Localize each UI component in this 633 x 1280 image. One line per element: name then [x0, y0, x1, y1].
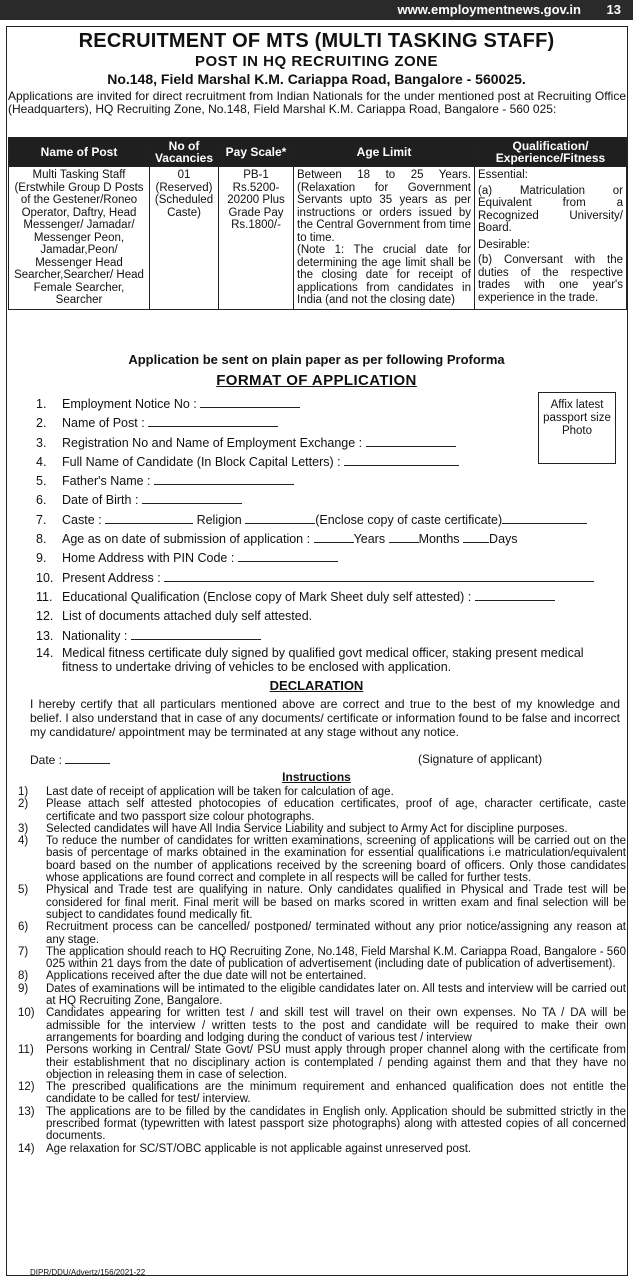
months-label: Months [418, 532, 460, 547]
item-label: Employment Notice No : [62, 397, 197, 411]
blank-line [366, 435, 456, 447]
application-format [36, 395, 616, 674]
years-label: Years [353, 532, 386, 547]
cell-post: Multi Tasking Staff (Erstwhile Group D Posts of the Gestener/Roneo Operator, Daftry, Head Messenger/ Jamadar/ Messenger Peon, Jamadar,Peon/ Messenger Head Searcher,Searcher/ Head Female Searcher, Searcher [9, 167, 150, 310]
item-label: Home Address with PIN Code : [62, 551, 235, 566]
item-label: Father's Name : [62, 474, 151, 489]
item-label: Registration No and Name of Employment Exchange : [62, 435, 363, 450]
item-number: 11) [18, 1044, 34, 1057]
essential-text: (a) Matriculation or Equivalent from a Recognized University/ Board. [478, 184, 623, 234]
item-text: Applications received after the due date will not be entertained. [46, 970, 367, 983]
date-text: Date : [30, 753, 63, 767]
list-item [36, 453, 616, 472]
blank-line [154, 473, 294, 485]
item-label: Caste : [62, 512, 102, 527]
col-header-qualification: Qualification/ Experience/Fitness [475, 138, 627, 167]
date-label [30, 752, 110, 767]
page-title: RECRUITMENT OF MTS (MULTI TASKING STAFF) [78, 30, 555, 52]
list-item [18, 983, 626, 1008]
blank-line [238, 550, 338, 562]
list-item [36, 607, 616, 626]
desirable-label: Desirable: [478, 238, 530, 251]
item-number: 9. [36, 551, 47, 566]
col-header-pay: Pay Scale* [219, 138, 294, 167]
item-number: 4) [18, 835, 29, 848]
blank-line [314, 531, 354, 543]
item-number: 3. [36, 435, 47, 450]
list-item [18, 1081, 626, 1106]
item-number: 4. [36, 454, 47, 469]
item-label: Date of Birth : [62, 493, 139, 508]
list-item [18, 798, 626, 823]
office-address: No.148, Field Marshal K.M. Cariappa Road, Bangalore - 560025. [107, 71, 526, 87]
list-item [18, 1106, 626, 1143]
list-item [36, 569, 616, 588]
item-label: Full Name of Candidate (In Block Capital Letters) : [62, 454, 341, 469]
intro-paragraph: Applications are invited for direct recruitment from Indian Nationals for the under mentioned post at Recruiting Office (Headquarters), HQ Recruiting Zone, No.148, Field Marshal K.M. Cariappa Road, Bangalore - 560 025: [8, 89, 626, 116]
instructions-list [18, 786, 626, 1155]
list-item [36, 395, 616, 414]
list-item [18, 921, 626, 946]
item-number: 14) [18, 1142, 35, 1155]
format-title: FORMAT OF APPLICATION [216, 372, 417, 389]
item-number: 7) [18, 945, 29, 958]
item-text: To reduce the number of candidates for written examinations, screening of applications will be carried out on the basis of percentage of marks obtained in the examination for essential qualifications i.e matriculation/equivalent board based on the number of applications received by the screening board of officers. Only those candidates whose applications are found correct and complete in all respects will be called for further tests. [46, 835, 626, 885]
item-label: Present Address : [62, 570, 161, 585]
item-number: 8. [36, 532, 47, 547]
blank-line [475, 589, 555, 601]
item-text: Please attach self attested photocopies of education certificates, proof of age, character certificate, caste certificate and two passport size colour photographs. [46, 798, 626, 823]
list-item [18, 1143, 626, 1155]
item-number: 6. [36, 493, 47, 508]
item-number: 2) [18, 798, 29, 811]
declaration-text: I hereby certify that all particulars mentioned above are correct and true to the best of my knowledge and belief. I also understand that in case of any documents/ certificate or information found to be false and incorrect my candidature/ appointment may be terminated at any stage without any notice. [30, 697, 620, 739]
essential-label: Essential: [478, 169, 528, 181]
item-number: 10) [18, 1007, 35, 1020]
item-label: List of documents attached duly self attested. [62, 609, 313, 624]
item-label: Educational Qualification (Enclose copy of Mark Sheet duly self attested) : [62, 589, 472, 604]
age-limit-text: Between 18 to 25 Years. (Relaxation for Government Servants upto 35 years as per instructions or orders issued by the Central Government from time to time. [297, 169, 471, 244]
desirable-text: (b) Conversant with the duties of the respective trades with one year's experience in the trade. [478, 254, 623, 304]
instructions-title: Instructions [282, 770, 351, 784]
reference-code: DIPR/DDU/Advertz/156/2021-22 [30, 1268, 146, 1277]
blank-line [105, 512, 193, 524]
item-number: 14. [36, 645, 54, 660]
item-text: Recruitment process can be cancelled/ postponed/ terminated without any prior notice/assigning any reason at any stage. [46, 921, 626, 946]
list-item [18, 823, 626, 835]
blank-line [389, 531, 419, 543]
blank-line [164, 570, 594, 582]
photo-box: Affix latest passport size Photo [538, 392, 616, 464]
col-header-post: Name of Post [9, 138, 150, 167]
religion-label: Religion [196, 512, 242, 527]
item-text: Persons working in Central/ State Govt/ PSU must apply through proper channel along with the certificate from their establishment that no disciplinary action is contemplated / pending against them and that they have no objection in releasing them in case of selection. [46, 1044, 626, 1081]
list-item [36, 627, 616, 646]
list-item [36, 549, 616, 568]
list-item [36, 434, 616, 453]
item-text: Last date of receipt of application will be taken for calculation of age. [46, 786, 394, 798]
age-limit-note: (Note 1: The crucial date for determining the age limit shall be the closing date for receipt of applications from candidates in India (and not the closing date) [297, 244, 471, 306]
item-label: Medical fitness certificate duly signed by qualified govt medical officer, staking present medical fitness to undertake driving of vehicles to be enclosed with application. [62, 645, 584, 674]
list-item [18, 970, 626, 982]
item-number: 5) [18, 884, 29, 897]
blank-line [463, 531, 489, 543]
list-item [18, 884, 626, 921]
list-item [36, 414, 616, 433]
blank-line [502, 512, 587, 524]
days-label: Days [489, 532, 518, 547]
caste-note: (Enclose copy of caste certificate) [315, 512, 503, 527]
item-label: Age as on date of submission of application : [62, 532, 311, 547]
item-label: Nationality : [62, 628, 128, 643]
item-number: 6) [18, 921, 29, 934]
item-number: 10. [36, 570, 54, 585]
cell-qualification [475, 167, 627, 310]
list-item [36, 511, 616, 530]
list-item [18, 946, 626, 971]
list-item [36, 472, 616, 491]
list-item [36, 588, 616, 607]
list-item [36, 646, 616, 674]
list-item [36, 530, 616, 549]
item-text: The applications are to be filled by the candidates in English only. Application should be submitted strictly in the prescribed format (typewritten with latest passport size photographs) along with attested copies of all concerned documents. [46, 1105, 626, 1143]
item-number: 5. [36, 474, 47, 489]
item-number: 11. [36, 589, 53, 604]
page-header-bar [0, 0, 633, 20]
blank-line [148, 415, 278, 427]
item-number: 1. [36, 397, 47, 411]
proforma-note: Application be sent on plain paper as per following Proforma [128, 352, 505, 367]
item-number: 7. [36, 512, 47, 527]
blank-line [131, 628, 261, 640]
item-text: Selected candidates will have All India Service Liability and subject to Army Act for discipline purposes. [46, 822, 568, 835]
item-number: 13. [36, 628, 54, 643]
vacancy-table [8, 137, 627, 310]
list-item [18, 835, 626, 884]
blank-line [344, 454, 459, 466]
page-subtitle: POST IN HQ RECRUITING ZONE [194, 53, 438, 70]
cell-pay: PB-1 Rs.5200-20200 Plus Grade Pay Rs.1800/- [219, 167, 294, 310]
col-header-age: Age Limit [294, 138, 475, 167]
item-text: Age relaxation for SC/ST/OBC applicable is not applicable against unreserved post. [46, 1142, 472, 1155]
blank-line [245, 512, 315, 524]
table-row [9, 167, 627, 310]
item-number: 2. [36, 416, 47, 431]
signature-label: (Signature of applicant) [418, 752, 543, 766]
col-header-vacancies: No of Vacancies [150, 138, 219, 167]
item-number: 13) [18, 1105, 35, 1118]
cell-vacancies: 01 (Reserved) (Scheduled Caste) [150, 167, 219, 310]
item-number: 3) [18, 822, 29, 835]
list-item [36, 491, 616, 510]
item-text: The prescribed qualifications are the minimum requirement and enhanced qualification does not entitle the candidate to be called for test/ interview. [46, 1081, 626, 1106]
item-number: 9) [18, 982, 29, 995]
list-item [18, 1007, 626, 1044]
blank-line [65, 752, 110, 764]
item-label: Name of Post : [62, 416, 145, 431]
list-item [18, 1044, 626, 1081]
declaration-title: DECLARATION [269, 678, 364, 693]
list-item [18, 786, 626, 798]
site-url: www.employmentnews.gov.in [397, 2, 581, 17]
item-text: The application should reach to HQ Recruiting Zone, No.148, Field Marshal K.M. Cariappa Road, Bangalore - 560 025 within 21 days from the date of publication of advertisement (including date of publication of advertisement). [46, 945, 626, 971]
blank-line [200, 396, 300, 408]
item-number: 8) [18, 970, 29, 983]
item-text: Physical and Trade test are qualifying in nature. Only candidates qualified in Physical and Trade test will be considered for final merit. Final merit will be based on marks scored in written exam and final selection will be subject to candidates found medically fit. [46, 884, 626, 921]
page-number: 13 [606, 2, 621, 17]
item-text: Dates of examinations will be intimated to the eligible candidates later on. All tests and interview will be carried out at HQ Recruiting Zone, Bangalore. [46, 982, 626, 1008]
blank-line [142, 492, 242, 504]
item-text: Candidates appearing for written test / and skill test will travel on their own expenses. No TA / DA will be admissible for the interview / written tests to the post and candidate will be required to make their own arrangements for boarding and lodging during the conduct of various test / interview [46, 1007, 626, 1044]
item-number: 1) [18, 786, 29, 798]
cell-age [294, 167, 475, 310]
item-number: 12. [36, 609, 54, 624]
item-number: 12) [18, 1081, 35, 1094]
